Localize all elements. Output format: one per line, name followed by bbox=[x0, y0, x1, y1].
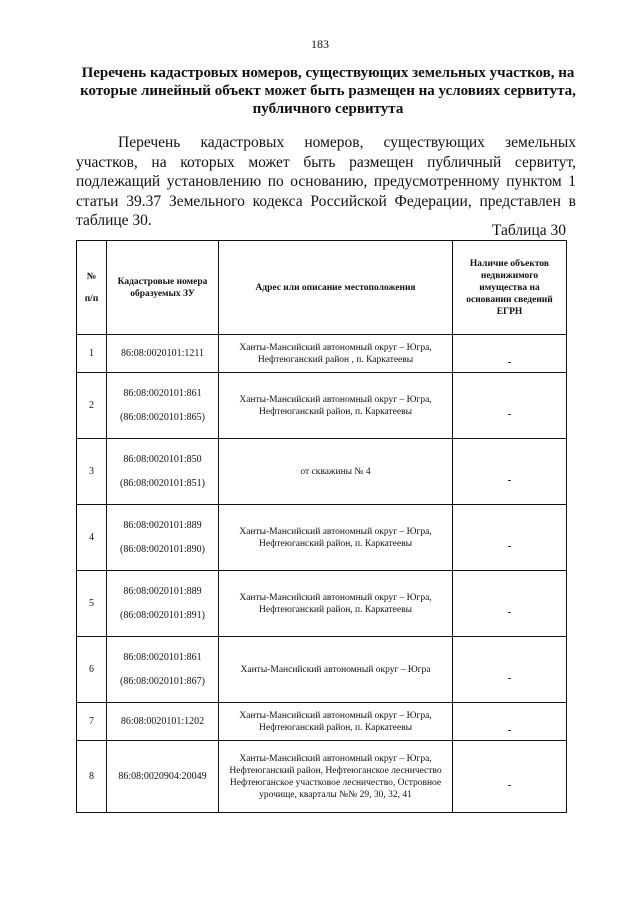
cadastral-cell bbox=[107, 335, 219, 373]
cadastral-cell bbox=[107, 439, 219, 505]
table-row bbox=[77, 335, 567, 373]
cadastral-cell bbox=[107, 703, 219, 741]
egrn-value: - bbox=[507, 778, 512, 791]
document-heading: Перечень кадастровых номеров, существующих земельных участков, на которые линейный объект может быть размещен на условиях сервитута, публичного сервитута bbox=[80, 65, 576, 117]
address-cell: Ханты-Мансийский автономный округ – Югра, Нефтеюганский район, п. Каркатеевы bbox=[219, 571, 453, 637]
address-cell: Ханты-Мансийский автономный округ – Югра, Нефтеюганский район, п. Каркатеевы bbox=[219, 373, 453, 439]
table-row bbox=[77, 571, 567, 637]
row-number: 8 bbox=[77, 741, 107, 813]
table-header-row bbox=[77, 241, 567, 335]
egrn-cell bbox=[453, 571, 567, 637]
egrn-value: - bbox=[507, 407, 512, 420]
address-cell: Ханты-Мансийский автономный округ – Югра, Нефтеюганский район, Нефтеюганское лесничество Нефтеюганское участковое лесничество, Островное урочище, кварталы №№ 29, 30, 32, 41 bbox=[219, 741, 453, 813]
address-cell: Ханты-Мансийский автономный округ – Югра, Нефтеюганский район , п. Каркатеевы bbox=[219, 335, 453, 373]
address-cell: Ханты-Мансийский автономный округ – Югра, Нефтеюганский район, п. Каркатеевы bbox=[219, 505, 453, 571]
cadastral-number: 86:08:0020101:861 bbox=[123, 651, 202, 663]
table-row bbox=[77, 637, 567, 703]
egrn-cell bbox=[453, 439, 567, 505]
row-number: 5 bbox=[77, 571, 107, 637]
cadastral-number: 86:08:0020101:861 bbox=[123, 387, 202, 399]
header-num-label: п/п bbox=[84, 293, 99, 304]
row-number: 2 bbox=[77, 373, 107, 439]
egrn-value: - bbox=[507, 671, 512, 684]
egrn-cell bbox=[453, 703, 567, 741]
row-number: 4 bbox=[77, 505, 107, 571]
cadastral-number: 86:08:0020101:889 bbox=[123, 585, 202, 597]
header-num-symbol: № bbox=[86, 271, 97, 282]
cadastral-number: 86:08:0020904:20049 bbox=[118, 770, 207, 782]
header-num bbox=[77, 241, 107, 335]
row-number: 3 bbox=[77, 439, 107, 505]
cadastral-number-alt: (86:08:0020101:891) bbox=[120, 609, 205, 621]
cadastral-table bbox=[76, 240, 567, 813]
table-caption: Таблица 30 bbox=[491, 222, 566, 239]
egrn-value: - bbox=[507, 473, 512, 486]
cadastral-cell bbox=[107, 741, 219, 813]
egrn-cell bbox=[453, 505, 567, 571]
cadastral-number-alt: (86:08:0020101:851) bbox=[120, 477, 205, 489]
intro-paragraph bbox=[76, 133, 576, 231]
address-cell: Ханты-Мансийский автономный округ – Югра, Нефтеюганский район, п. Каркатеевы bbox=[219, 703, 453, 741]
intro-text: Перечень кадастровых номеров, существующих земельных участков, на которых может быть размещен публичный сервитут, подлежащий установлению по основанию, предусмотренному пунктом 1 статьи 39.37 Земельного кодекса Российской Федерации, представлен в таблице 30. bbox=[76, 134, 576, 229]
header-address: Адрес или описание местоположения bbox=[219, 241, 453, 335]
egrn-cell bbox=[453, 335, 567, 373]
cadastral-number: 86:08:0020101:850 bbox=[123, 453, 202, 465]
egrn-cell bbox=[453, 373, 567, 439]
cadastral-cell bbox=[107, 373, 219, 439]
page-number: 183 bbox=[311, 37, 329, 51]
cadastral-cell bbox=[107, 637, 219, 703]
table-row bbox=[77, 505, 567, 571]
cadastral-cell bbox=[107, 505, 219, 571]
egrn-cell bbox=[453, 637, 567, 703]
cadastral-number: 86:08:0020101:1211 bbox=[121, 347, 204, 359]
table-row bbox=[77, 439, 567, 505]
cadastral-number-alt: (86:08:0020101:890) bbox=[120, 543, 205, 555]
egrn-value: - bbox=[507, 605, 512, 618]
egrn-cell bbox=[453, 741, 567, 813]
address-cell: от скважины № 4 bbox=[219, 439, 453, 505]
table-row bbox=[77, 703, 567, 741]
row-number: 6 bbox=[77, 637, 107, 703]
header-cadastral: Кадастровые номера образуемых ЗУ bbox=[107, 241, 219, 335]
cadastral-number-alt: (86:08:0020101:865) bbox=[120, 411, 205, 423]
row-number: 1 bbox=[77, 335, 107, 373]
egrn-value: - bbox=[507, 355, 512, 368]
header-egrn: Наличие объектов недвижимого имущества на основании сведений ЕГРН bbox=[453, 241, 567, 335]
egrn-value: - bbox=[507, 539, 512, 552]
egrn-value: - bbox=[507, 723, 512, 736]
cadastral-number: 86:08:0020101:889 bbox=[123, 519, 202, 531]
cadastral-number-alt: (86:08:0020101:867) bbox=[120, 675, 205, 687]
cadastral-cell bbox=[107, 571, 219, 637]
row-number: 7 bbox=[77, 703, 107, 741]
address-cell: Ханты-Мансийский автономный округ – Югра bbox=[219, 637, 453, 703]
table-row bbox=[77, 373, 567, 439]
table-row bbox=[77, 741, 567, 813]
cadastral-number: 86:08:0020101:1202 bbox=[120, 715, 205, 727]
